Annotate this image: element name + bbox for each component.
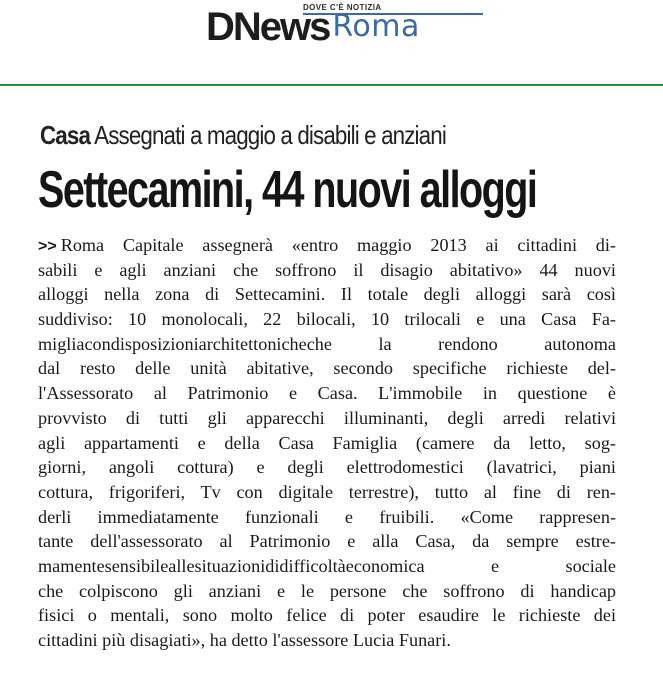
masthead (0, 0, 663, 86)
article-headline: Settecamini, 44 nuovi alloggi (38, 161, 537, 219)
body-line: sabili e agli anziani che soffrono il disagio abitativo» 44 nuovi (38, 259, 616, 280)
body-line: agli appartamenti e della Casa Famiglia (camere da letto, sog- (38, 432, 616, 453)
body-line: provvisto di tutti gli apparecchi illuminanti, degli arredi relativi (38, 407, 616, 428)
logo-city: Roma (332, 9, 420, 44)
body-line: mamentesensibileallesituazionididifficoltàeconomica e sociale (38, 555, 616, 576)
logo-main: DNews (206, 5, 330, 49)
lead-marker: >> (38, 238, 57, 255)
body-line: alloggi nella zona di Settecamini. Il totale degli alloggi sarà così (38, 284, 616, 305)
body-line: tante dell'assessorato al Patrimonio e alla Casa, da sempre estre- (38, 531, 616, 552)
body-line: l'Assessorato al Patrimonio e Casa. L'immobile in questione è (38, 383, 616, 404)
body-line: fisici o mentali, sono molto felice di poter esaudire le richieste dei (38, 605, 616, 626)
logo-tagline: DOVE C'È NOTIZIA (303, 3, 483, 15)
body-line: suddiviso: 10 monolocali, 22 bilocali, 10 trilocali e una Casa Fa- (38, 309, 616, 330)
article-kicker (40, 120, 446, 151)
body-line: migliacondisposizioniarchitettonicheche la rendono autonoma (38, 333, 616, 354)
body-line: cottura, frigoriferi, Tv con digitale terrestre), tutto al fine di ren- (38, 481, 616, 502)
body-line: cittadini più disagiati», ha detto l'assessore Lucia Funari. (38, 630, 451, 650)
kicker-section: Casa (40, 120, 91, 150)
body-line: dal resto delle unità abitative, secondo specifiche richieste del- (38, 358, 616, 379)
body-line: che colpiscono gli anziani e le persone che soffrono di handicap (38, 580, 616, 601)
body-line: >> Roma Capitale assegnerà «entro maggio 2013 ai cittadini di- (38, 235, 616, 255)
masthead-divider (0, 84, 663, 86)
body-line: giorni, angoli cottura) e degli elettrodomestici (lavatrici, piani (38, 457, 616, 478)
body-line: derli immediatamente funzionali e fruibili. «Come rappresen- (38, 506, 616, 527)
kicker-text: Assegnati a maggio a disabili e anziani (94, 120, 446, 150)
article-body (38, 233, 616, 653)
